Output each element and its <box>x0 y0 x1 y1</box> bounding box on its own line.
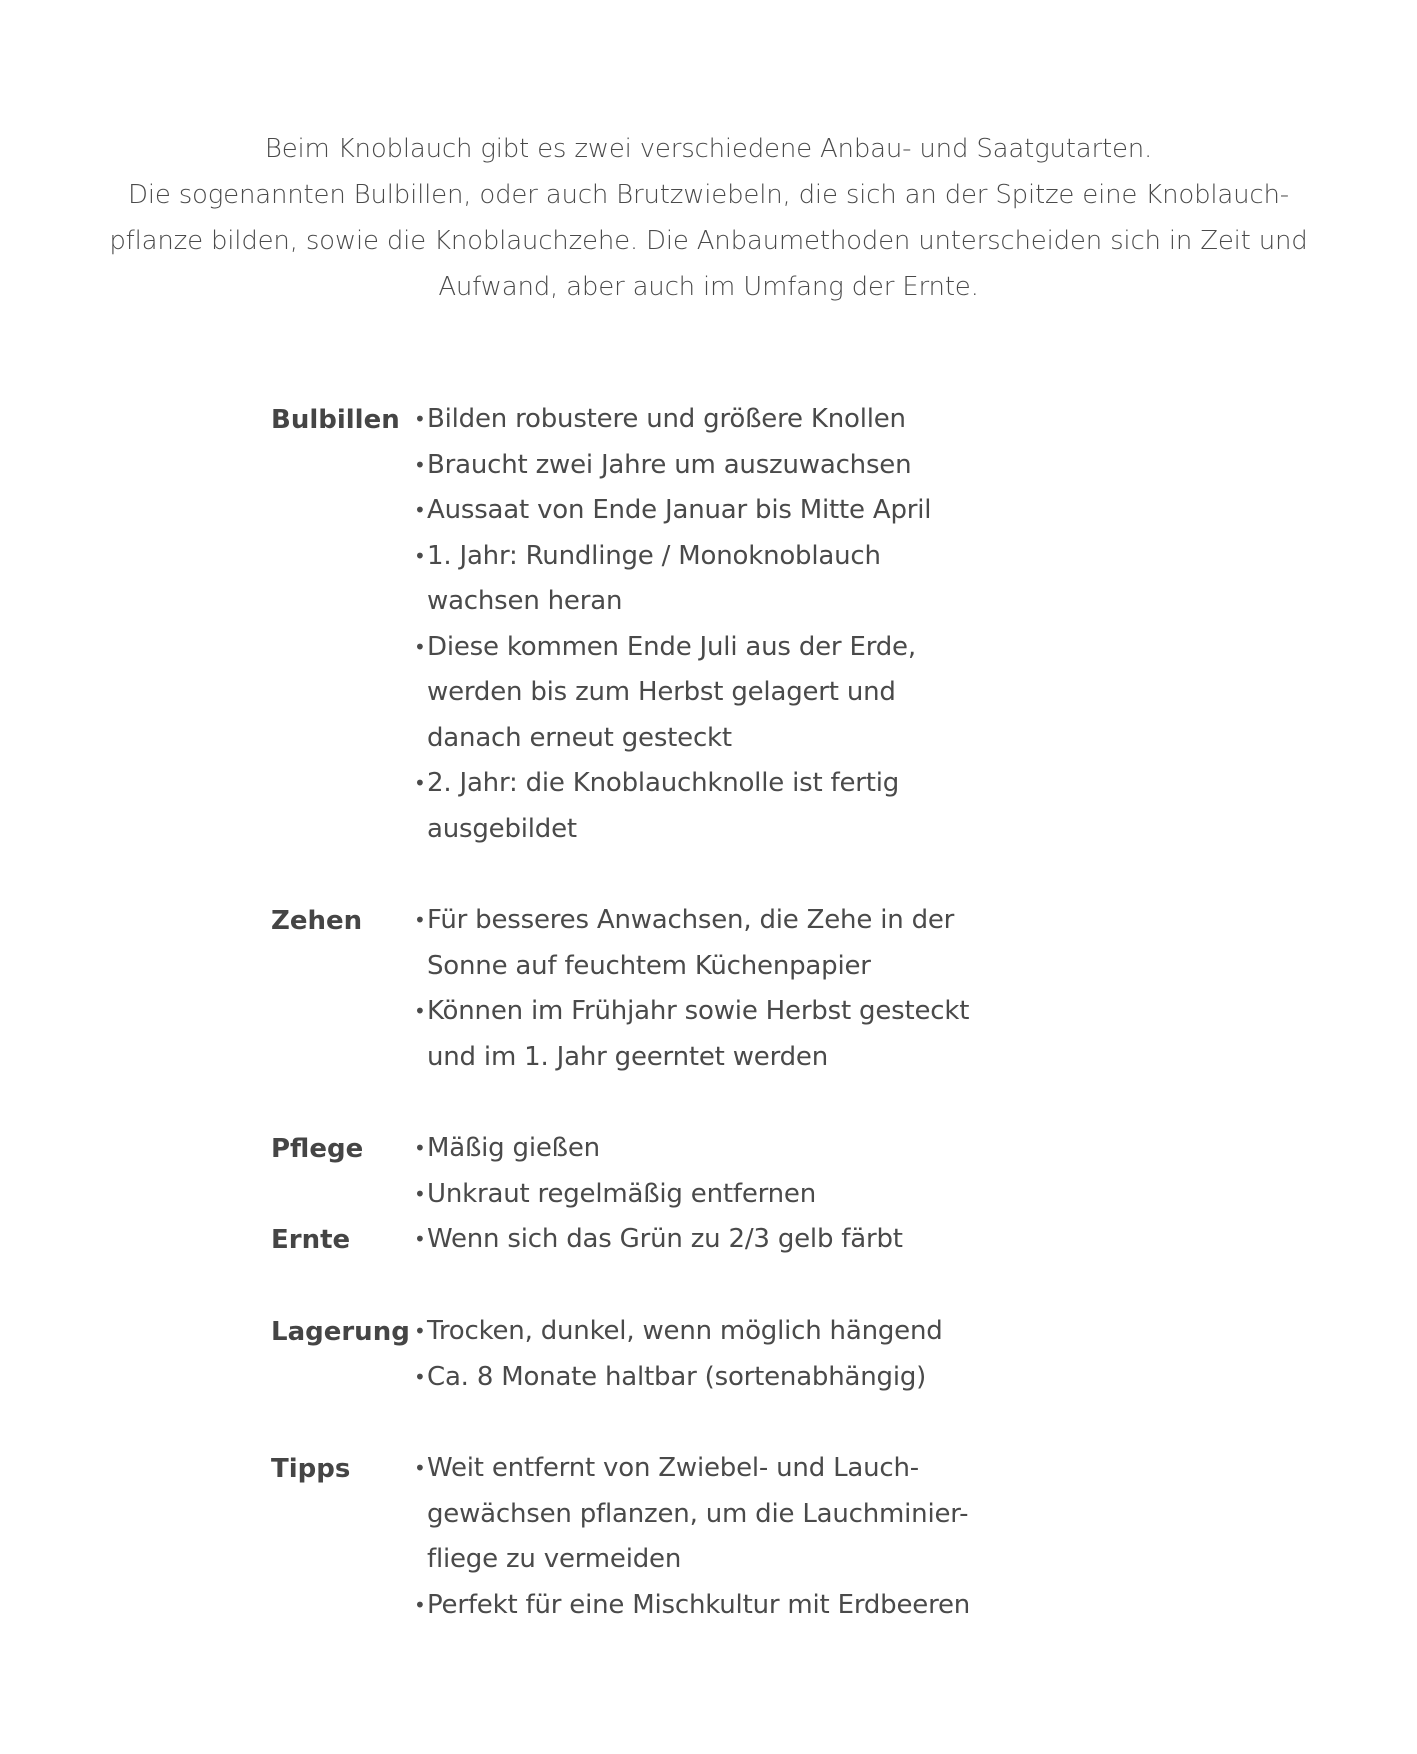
list-item <box>414 397 931 443</box>
section-pflege <box>271 1126 1071 1217</box>
item-text: wachsen heran <box>427 586 623 616</box>
item-text: Bilden robustere und größere Knollen <box>427 404 906 434</box>
item-text: Trocken, dunkel, wenn möglich hängend <box>427 1316 943 1346</box>
intro-paragraph <box>100 126 1317 310</box>
item-text: Unkraut regelmäßig entfernen <box>427 1178 816 1209</box>
item-text: werden bis zum Herbst gelagert und <box>427 677 896 707</box>
item-text: und im 1. Jahr geerntet werden <box>427 1041 828 1072</box>
bullet-icon: • <box>414 1364 426 1389</box>
list-item <box>414 443 931 489</box>
item-text: 1. Jahr: Rundlinge / Monoknoblauch <box>427 540 881 571</box>
bullet-icon: • <box>414 452 426 477</box>
list-item <box>414 1446 970 1583</box>
item-text: Sonne auf feuchtem Küchenpapier <box>427 950 871 981</box>
bullet-icon: • <box>414 1592 426 1617</box>
section-items <box>414 1126 816 1217</box>
section-label: Bulbillen <box>271 405 400 435</box>
item-text: Perfekt für eine Mischkultur mit Erdbeeren <box>427 1589 971 1620</box>
list-item <box>414 1126 816 1172</box>
growing-info-list <box>271 397 1071 1628</box>
bullet-icon: • <box>414 634 426 659</box>
list-item <box>414 625 931 762</box>
item-text: Ca. 8 Monate haltbar (sortenabhängig) <box>427 1361 927 1392</box>
list-item <box>414 1309 943 1355</box>
item-text: ausgebildet <box>427 813 577 844</box>
section-zehen <box>271 898 1071 1080</box>
list-item <box>414 898 969 989</box>
section-items <box>414 1446 970 1628</box>
list-item <box>414 989 969 1080</box>
section-ernte <box>271 1217 1071 1263</box>
bullet-icon: • <box>414 771 426 795</box>
section-label: Pflege <box>271 1134 364 1164</box>
item-text: danach erneut gesteckt <box>427 722 732 753</box>
intro-line: Beim Knoblauch gibt es zwei verschiedene Anbau- und Saatgutarten. <box>264 134 1153 164</box>
item-text: 2. Jahr: die Knoblauchknolle ist fertig <box>427 768 900 798</box>
section-label: Ernte <box>271 1225 351 1255</box>
bullet-icon: • <box>414 407 426 431</box>
bullet-icon: • <box>414 1319 426 1343</box>
section-items <box>414 397 931 852</box>
list-item <box>414 1355 943 1401</box>
item-text: Wenn sich das Grün zu 2/3 gelb färbt <box>427 1224 903 1254</box>
item-text: Braucht zwei Jahre um auszuwachsen <box>427 449 912 480</box>
section-lagerung <box>271 1309 1071 1400</box>
item-text: gewächsen pflanzen, um die Lauchminier- <box>427 1498 969 1529</box>
bullet-icon: • <box>414 543 426 568</box>
item-text: fliege zu vermeiden <box>427 1544 682 1574</box>
bullet-icon: • <box>414 498 426 522</box>
bullet-icon: • <box>414 999 426 1023</box>
list-item <box>414 1217 903 1263</box>
item-text: Mäßig gießen <box>427 1133 600 1163</box>
item-text: Können im Frühjahr sowie Herbst gesteckt <box>427 996 970 1026</box>
bullet-icon: • <box>414 1227 426 1251</box>
section-items <box>414 1309 943 1400</box>
item-text: Für besseres Anwachsen, die Zehe in der <box>427 905 955 935</box>
section-items <box>414 898 969 1080</box>
list-item <box>414 534 931 625</box>
section-label: Tipps <box>271 1454 351 1484</box>
list-item <box>414 488 931 534</box>
item-text: Weit entfernt von Zwiebel- und Lauch- <box>427 1453 919 1483</box>
item-text: Diese kommen Ende Juli aus der Erde, <box>427 631 916 662</box>
bullet-icon: • <box>414 908 426 932</box>
section-label: Lagerung <box>271 1317 410 1347</box>
section-items <box>414 1217 903 1263</box>
bullet-icon: • <box>414 1456 426 1480</box>
item-text: Aussaat von Ende Januar bis Mitte April <box>427 495 932 525</box>
intro-line: pflanze bilden, sowie die Knoblauchzehe. Die Anbaumethoden unterscheiden sich in Zeit und <box>109 226 1308 256</box>
list-item <box>414 1172 816 1218</box>
section-label: Zehen <box>271 906 363 936</box>
section-bulbillen <box>271 397 1071 852</box>
section-tipps <box>271 1446 1071 1628</box>
intro-line: Aufwand, aber auch im Umfang der Ernte. <box>438 272 979 302</box>
intro-line: Die sogenannten Bulbillen, oder auch Brutzwiebeln, die sich an der Spitze eine Knoblauch- <box>128 180 1289 210</box>
bullet-icon: • <box>414 1136 426 1160</box>
list-item <box>414 1583 970 1629</box>
list-item <box>414 761 931 852</box>
bullet-icon: • <box>414 1181 426 1206</box>
